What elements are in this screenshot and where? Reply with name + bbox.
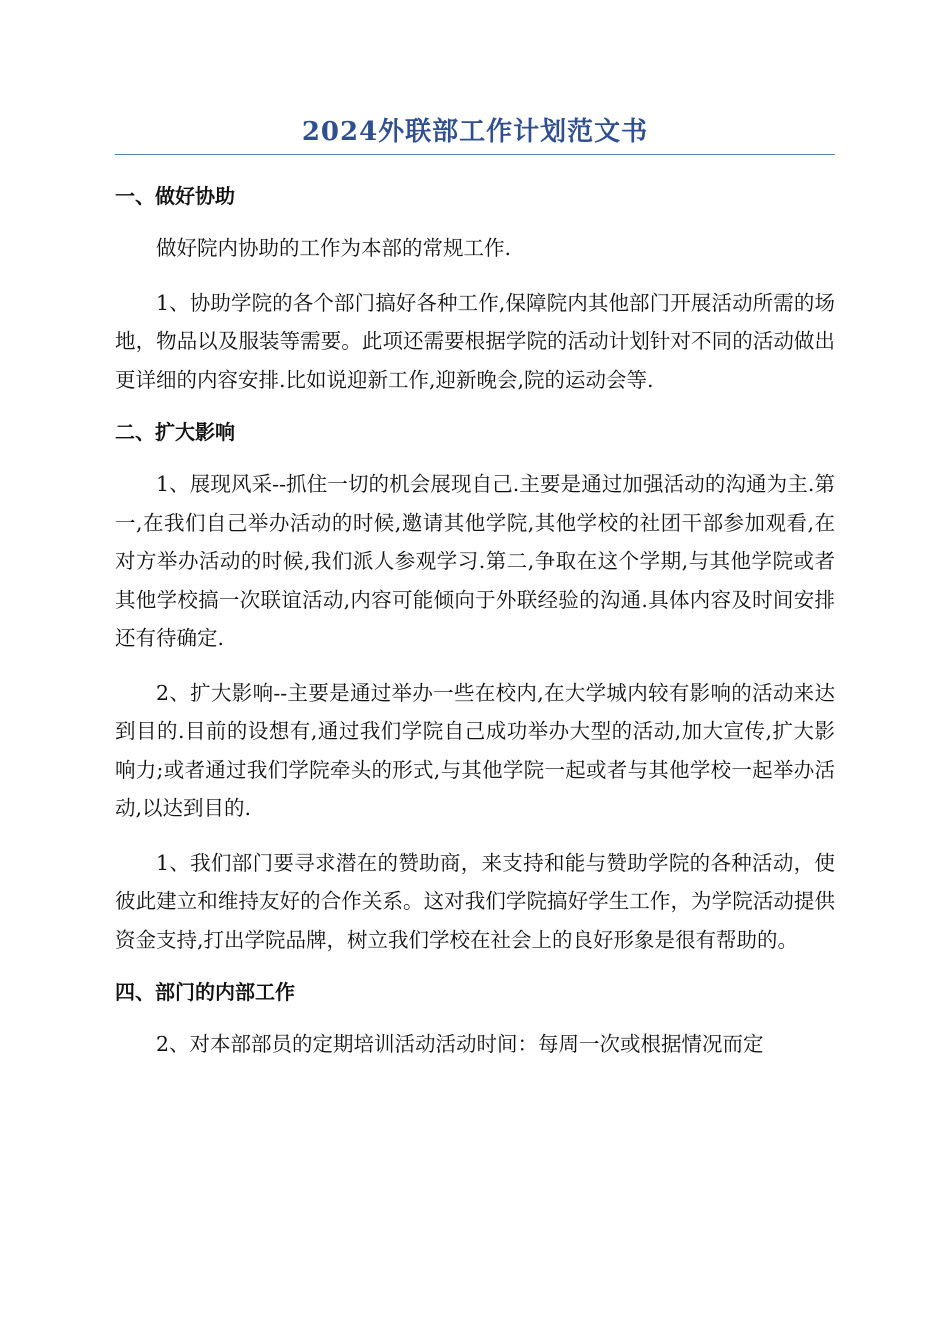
- paragraph: 1、展现风采--抓住一切的机会展现自己.主要是通过加强活动的沟通为主.第一,在我们自己举办活动的时候,邀请其他学院,其他学校的社团干部参加观看,在对方举办活动的时候,我们派人参观学习.第二,争取在这个学期,与其他学院或者其他学校搞一次联谊活动,内容可能倾向于外联经验的沟通.具体内容及时间安排还有待确定.: [115, 472, 835, 650]
- section-heading: 二、扩大影响: [115, 420, 235, 444]
- title-underline: [115, 154, 835, 155]
- paragraph: 2、对本部部员的定期培训活动活动时间：每周一次或根据情况而定: [156, 1032, 764, 1056]
- paragraph: 1、协助学院的各个部门搞好各种工作,保障院内其他部门开展活动所需的场地，物品以及服装等需要。此项还需要根据学院的活动计划针对不同的活动做出更详细的内容安排.比如说迎新工作,迎新晚会,院的运动会等.: [115, 290, 835, 392]
- paragraph: 1、我们部门要寻求潜在的赞助商，来支持和能与赞助学院的各种活动，使彼此建立和维持友好的合作关系。这对我们学院搞好学生工作，为学院活动提供资金支持,打出学院品牌，树立我们学校在社会上的良好形象是很有帮助的。: [115, 850, 835, 952]
- section-4: [115, 975, 835, 1064]
- section-2: [115, 415, 835, 959]
- document-page: [115, 110, 835, 1080]
- section-heading: 一、做好协助: [115, 184, 235, 208]
- document-title: 2024外联部工作计划范文书: [301, 117, 649, 147]
- paragraph: 2、扩大影响--主要是通过举办一些在校内,在大学城内较有影响的活动来达到目的.目前的设想有,通过我们学院自己成功举办大型的活动,加大宣传,扩大影响力;或者通过我们学院牵头的形式,与其他学院一起或者与其他学校一起举办活动,以达到目的.: [115, 680, 835, 820]
- paragraph: 做好院内协助的工作为本部的常规工作.: [156, 236, 512, 260]
- section-heading: 四、部门的内部工作: [115, 980, 295, 1004]
- section-1: [115, 179, 835, 399]
